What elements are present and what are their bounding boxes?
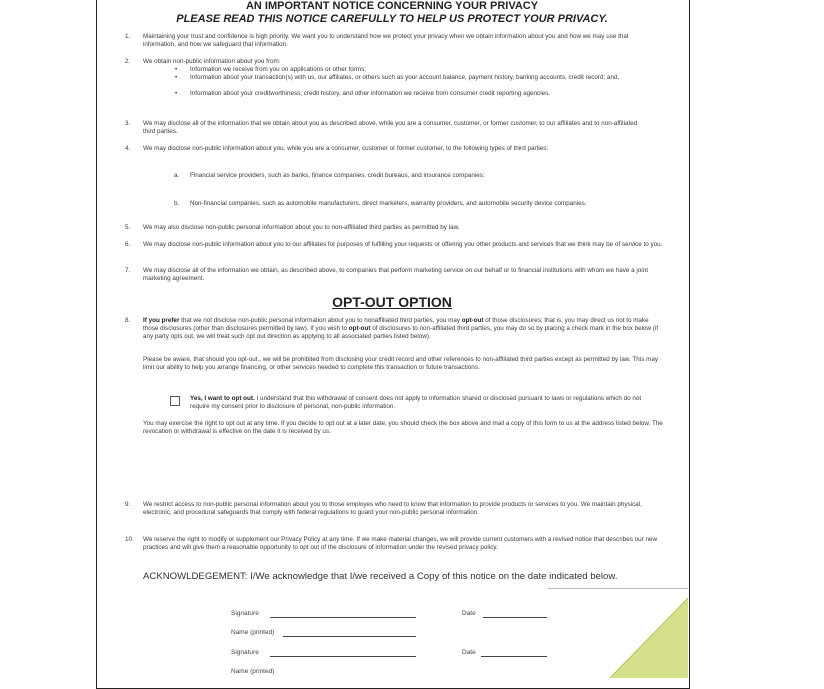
item-number: 6. <box>125 241 131 248</box>
acknowledgement: ACKNOWLDEGEMENT: I/We acknowledge that I/we received a Copy of this notice on the date indicated below. <box>143 571 618 582</box>
item-number: 4. <box>125 145 131 152</box>
date-label: Date <box>462 610 476 617</box>
date-field-2[interactable] <box>481 656 547 657</box>
name-field-1[interactable] <box>283 636 416 637</box>
item-3-text: We may disclose all of the information that we obtain about you as described above, while you are a consumer, customer, or former customer, to our affiliates and to non-affiliated third parties. <box>143 120 638 135</box>
opt-out-checkbox[interactable] <box>170 396 180 406</box>
opt-out-exercise-text: You may exercise the right to opt out at any time. If you decide to opt out at a later date, you should check the box above and mail a copy of this form to us at the address listed below. The revocation or withdrawal is effective on the date it is received by us. <box>143 420 663 435</box>
item-4-text: We may disclose non-public information about you, while you are a consumer, customer or former customer, to the following types of third parties: <box>143 145 549 152</box>
divider <box>548 588 688 589</box>
item-number: 2. <box>125 58 131 65</box>
page-corner-tab <box>610 598 690 678</box>
signature-label: Signature <box>231 649 259 656</box>
opt-out-checkbox-label: Yes, I want to opt out. I understand that this withdrawal of consent does not apply to information shared or disclosed pursuant to laws or regulations which do not require my consent prior to disclosure of personal, non-public information. <box>190 395 642 410</box>
opt-out-heading: OPT-OUT OPTION <box>332 294 452 310</box>
item-10-text: We reserve the right to modify or supplement our Privacy Policy at any time. If we make material changes, we will provide current customers with a revised notice that describes our new practices and will give them a reasonable opportunity to opt out of the disclosure of information under the revised privacy policy. <box>143 536 657 551</box>
item-7-text: We may disclose all of the information we obtain, as described above, to companies that perform marketing service on our behalf or to financial institutions with whom we have a joint marketing agreement. <box>143 267 648 282</box>
signature-field-2[interactable] <box>270 656 416 657</box>
item-number: 10. <box>125 536 134 543</box>
bullet-icon: • <box>175 74 178 81</box>
notice-subtitle: PLEASE READ THIS NOTICE CAREFULLY TO HELP US PROTECT YOUR PRIVACY. <box>176 13 608 25</box>
name-label: Name (printed) <box>231 668 275 675</box>
item-number: 7. <box>125 267 131 274</box>
item-number: 5. <box>125 224 131 231</box>
date-field-1[interactable] <box>483 617 547 618</box>
name-label: Name (printed) <box>231 629 275 636</box>
item-2-text: We obtain non-public information about you from: <box>143 58 281 65</box>
bullet-item: Information about your transaction(s) with us, our affiliates, or others such as your account balance, payment history, banking accounts, credit record; and, <box>190 74 620 81</box>
bullet-icon: • <box>175 90 178 97</box>
item-4b-text: Non-financial companies, such as automobile manufacturers, direct marketers, warranty providers, and automobile security device companies. <box>190 200 587 207</box>
bullet-icon: • <box>175 66 178 73</box>
signature-label: Signature <box>231 610 259 617</box>
notice-title: AN IMPORTANT NOTICE CONCERNING YOUR PRIVACY <box>245 0 539 12</box>
bullet-item: Information about your creditworthiness, credit history, and other information we receive from consumer credit reporting agencies. <box>190 90 551 97</box>
opt-out-warning: Please be aware, that should you opt-out., we will be prohibited from disclosing your credit record and other references to non-affiliated third parties except as permitted by law. This may limit our ability to help you arrange financing, or other services needed to complete this transaction or future transactions. <box>143 356 658 371</box>
sub-label: b. <box>174 200 180 207</box>
item-9-text: We restrict access to non-public personal information about you to those employes who need to know that information to provide products or services to you. We maintain physical, electronic, and procedural safeguards that comply with federal regulations to guard your non-public personal information. <box>143 501 642 516</box>
item-6-text: We may disclose non-public information about you to our affiliates for purposes of fulfilling your requests or offering you other products and services that we think may be of service to you. <box>143 241 663 248</box>
document-page <box>96 0 690 689</box>
item-5-text: We may also disclose non-public personal information about you to non-affiliated third parties as permitted by law. <box>143 224 460 231</box>
item-number: 9. <box>125 501 131 508</box>
item-number: 8. <box>125 317 131 324</box>
signature-field-1[interactable] <box>270 617 416 618</box>
date-label: Date <box>462 649 476 656</box>
bullet-item: Information we receive from you on applications or other forms; <box>190 66 367 73</box>
item-8-text: If you prefer that we not disclose non-public personal information about you to nonaffiliated third parties, you may opt-out of those disclosures; that is, you may direct us not to make those disclosures (other than disclosures permitted by law). If you wish to opt-out of disclosures to non-affiliated third parties, you may do so by placing a check mark in the box below (if any party opts out, we will treat such opt out direction as applying to all associated parties listed below). <box>143 317 659 340</box>
item-1-text: Maintaining your trust and confidence is high priority. We want you to understand how we protect your privacy when we obtain information about you and how we may use that information, and how we safeguard that information. <box>143 33 629 48</box>
item-number: 3. <box>125 120 131 127</box>
item-4a-text: Financial service providers, such as banks, finance companies, credit bureaus, and insurance companies; <box>190 172 485 179</box>
sub-label: a. <box>174 172 180 179</box>
item-number: 1. <box>125 33 131 40</box>
